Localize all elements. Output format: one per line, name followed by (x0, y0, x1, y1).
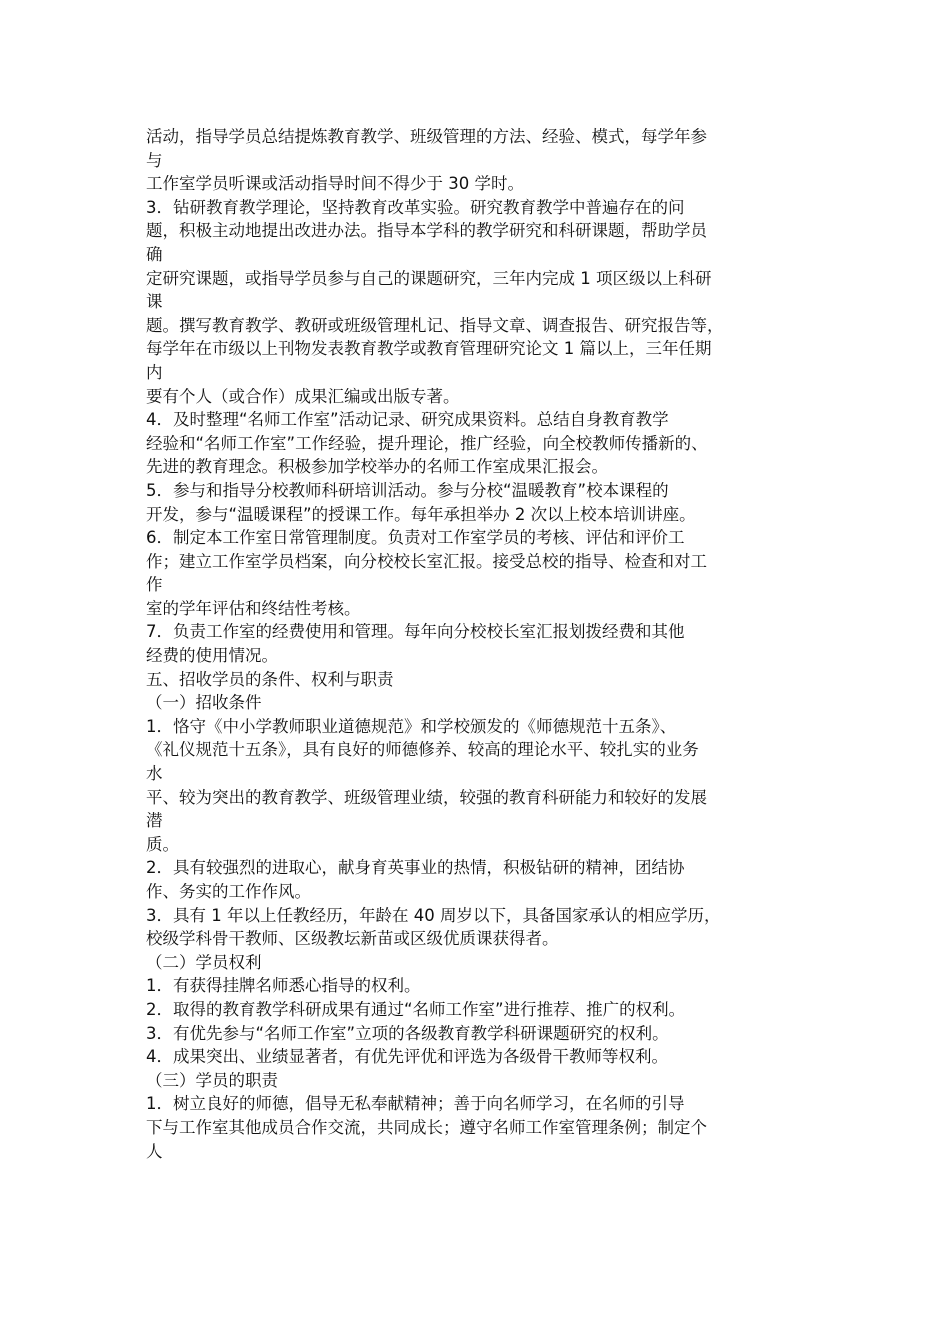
text-line: 经验和“名师工作室”工作经验，提升理论，推广经验，向全校教师传播新的、 (146, 433, 708, 453)
text-line: 确 (146, 244, 163, 264)
text-line: 7．负责工作室的经费使用和管理。每年向分校校长室汇报划拨经费和其他 (146, 622, 685, 642)
text-line: 课 (146, 292, 163, 312)
text-line: 先进的教育理念。积极参加学校举办的名师工作室成果汇报会。 (146, 457, 608, 477)
text-line: 2．具有较强烈的进取心，献身育英事业的热情，积极钻研的精神，团结协 (146, 858, 685, 878)
text-line: 平、较为突出的教育教学、班级管理业绩，较强的教育科研能力和较好的发展 (146, 787, 707, 807)
text-line: 定研究课题，或指导学员参与自己的课题研究，三年内完成 1 项区级以上科研 (146, 268, 712, 288)
document-body (146, 125, 811, 1163)
text-line: 1．恪守《中小学教师职业道德规范》和学校颁发的《师德规范十五条》、 (146, 716, 677, 736)
text-line: 6．制定本工作室日常管理制度。负责对工作室学员的考核、评估和评价工 (146, 528, 685, 548)
text-line: 作、务实的工作作风。 (146, 882, 311, 901)
text-line: 下与工作室其他成员合作交流，共同成长；遵守名师工作室管理条例；制定个 (146, 1117, 707, 1137)
text-line: 要有个人（或合作）成果汇编或出版专著。 (146, 386, 460, 406)
text-line: 开发，参与“温暖课程”的授课工作。每年承担举办 2 次以上校本培训讲座。 (146, 504, 696, 524)
text-line: 4．成果突出、业绩显著者，有优先评优和评选为各级骨干教师等权利。 (146, 1047, 668, 1067)
subsection-heading: （一）招收条件 (146, 693, 262, 713)
text-line: 水 (146, 764, 163, 784)
text-line: 题，积极主动地提出改进办法。指导本学科的教学研究和科研课题，帮助学员 (146, 221, 707, 241)
text-line: 3．有优先参与“名师工作室”立项的各级教育教学科研课题研究的权利。 (146, 1023, 669, 1043)
text-line: 作；建立工作室学员档案，向分校校长室汇报。接受总校的指导、检查和对工 (146, 551, 707, 571)
text-line: 《礼仪规范十五条》，具有良好的师德修养、较高的理论水平、较扎实的业务 (146, 740, 699, 760)
text-line: 4．及时整理“名师工作室”活动记录、研究成果资料。总结自身教育教学 (146, 410, 669, 430)
subsection-heading: （三）学员的职责 (146, 1070, 278, 1090)
text-line: 与 (146, 150, 163, 170)
text-line: 2．取得的教育教学科研成果有通过“名师工作室”进行推荐、推广的权利。 (146, 999, 686, 1019)
text-line: 每学年在市级以上刊物发表教育教学或教育管理研究论文 1 篇以上，三年任期 (146, 339, 712, 359)
text-line: 校级学科骨干教师、区级教坛新苗或区级优质课获得者。 (146, 929, 559, 949)
text-line: 活动，指导学员总结提炼教育教学、班级管理的方法、经验、模式，每学年参 (146, 127, 707, 146)
text-line: 质。 (146, 834, 179, 854)
text-line: 3．具有 1 年以上任教经历，年龄在 40 周岁以下，具备国家承认的相应学历， (146, 905, 721, 925)
text-line: 题。撰写教育教学、教研或班级管理札记、指导文章、调查报告、研究报告等， (146, 315, 724, 335)
subsection-heading: （二）学员权利 (146, 952, 262, 972)
text-line: 内 (146, 362, 163, 382)
text-line: 室的学年评估和终结性考核。 (146, 598, 361, 618)
section-heading: 五、招收学员的条件、权利与职责 (146, 669, 394, 689)
text-line: 潜 (146, 811, 163, 831)
text-line: 经费的使用情况。 (146, 646, 278, 666)
text-line: 1．有获得挂牌名师悉心指导的权利。 (146, 976, 421, 996)
text-line: 人 (146, 1141, 163, 1161)
text-line: 作 (146, 575, 163, 595)
text-line: 工作室学员听课或活动指导时间不得少于 30 学时。 (146, 174, 524, 194)
text-line: 5．参与和指导分校教师科研培训活动。参与分校“温暖教育”校本课程的 (146, 480, 669, 500)
text-line: 3．钻研教育教学理论，坚持教育改革实验。研究教育教学中普遍存在的问 (146, 197, 685, 217)
text-line: 1．树立良好的师德，倡导无私奉献精神；善于向名师学习，在名师的引导 (146, 1094, 685, 1114)
